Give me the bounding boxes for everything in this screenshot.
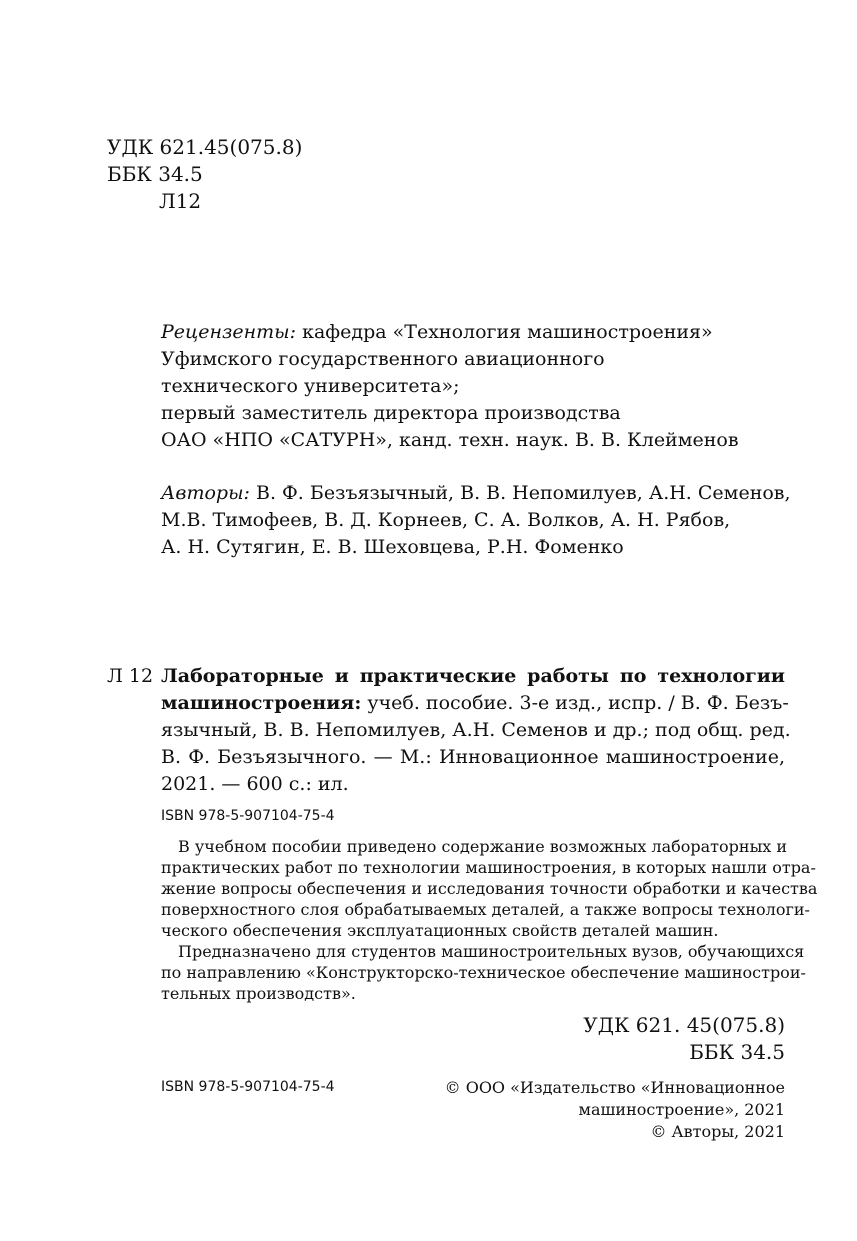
purpose-line-3: тельных производств». — [161, 984, 356, 1003]
record-line-3: язычный, В. В. Непомилуев, А.Н. Семенов и др.; под общ. ред. — [161, 719, 791, 741]
record-title-line-1: Лабораторные и практические работы по технологии — [161, 665, 785, 687]
abstract-line-5: ческого обеспечения эксплуатационных свойств деталей машин. — [161, 921, 719, 940]
authors-block — [161, 480, 791, 561]
author-mark: Л12 — [159, 189, 202, 213]
authors-line-2: М.В. Тимофеев, В. Д. Корнеев, С. А. Волков, А. Н. Рябов, — [161, 509, 731, 531]
record-title-line-2: машиностроения: — [161, 692, 362, 714]
record-line-2-rest: учеб. пособие. 3-е изд., испр. / В. Ф. Безъ- — [361, 692, 789, 714]
abstract-line-4: поверхностного слоя обрабатываемых деталей, а также вопросы технологи- — [161, 900, 810, 919]
record-code: Л 12 — [107, 665, 154, 687]
reviewers-line-1 — [161, 319, 739, 346]
reviewers-block — [161, 319, 739, 454]
authors-line-3: А. Н. Сутягин, Е. В. Шеховцева, Р.Н. Фоменко — [161, 536, 624, 558]
purpose-line-1: Предназначено для студентов машиностроительных вузов, обучающихся — [178, 942, 805, 961]
reviewers-line-3: технического университета»; — [161, 375, 460, 397]
copyright-line-2: машиностроение», 2021 — [578, 1100, 785, 1119]
purpose-line-2: по направлению «Конструкторско-техническое обеспечение машинострои- — [161, 963, 806, 982]
classification-block — [107, 134, 302, 215]
record-line-2 — [161, 690, 789, 717]
abstract-line-2: практических работ по технологии машиностроения, в которых нашли отра- — [161, 858, 816, 877]
bibliographic-record — [161, 663, 791, 798]
bottom-bbk: ББК 34.5 — [689, 1040, 785, 1064]
reviewers-line-5: ОАО «НПО «САТУРН», канд. техн. наук. В. В. Клейменов — [161, 429, 739, 451]
copyright-block — [445, 1077, 785, 1143]
copyright-line-3: © Авторы, 2021 — [650, 1122, 785, 1141]
record-line-4: В. Ф. Безъязычного. — М.: Инновационное машиностроение, — [161, 746, 785, 768]
reviewers-text-1: кафедра «Технология машиностроения» — [296, 321, 713, 343]
bottom-isbn: ISBN 978-5-907104-75-4 — [161, 1079, 335, 1095]
isbn-line: ISBN 978-5-907104-75-4 — [161, 808, 335, 824]
abstract-block — [161, 836, 818, 1004]
reviewers-line-2: Уфимского государственного авиационного — [161, 348, 605, 370]
bbk-code: ББК 34.5 — [107, 162, 203, 186]
reviewers-line-4: первый заместитель директора производства — [161, 402, 621, 424]
bottom-udk: УДК 621. 45(075.8) — [583, 1013, 785, 1037]
reviewers-label: Рецензенты: — [161, 321, 297, 343]
authors-text-1: В. Ф. Безъязычный, В. В. Непомилуев, А.Н. Семенов, — [249, 482, 791, 504]
udk-code: УДК 621.45(075.8) — [107, 135, 303, 159]
abstract-line-1: В учебном пособии приведено содержание возможных лабораторных и — [178, 837, 788, 856]
abstract-line-3: жение вопросы обеспечения и исследования точности обработки и качества — [161, 879, 818, 898]
authors-line-1 — [161, 480, 791, 507]
copyright-line-1: © ООО «Издательство «Инновационное — [444, 1078, 785, 1097]
authors-label: Авторы: — [161, 482, 250, 504]
bottom-classification — [583, 1012, 785, 1066]
record-line-5: 2021. — 600 с.: ил. — [161, 773, 349, 795]
